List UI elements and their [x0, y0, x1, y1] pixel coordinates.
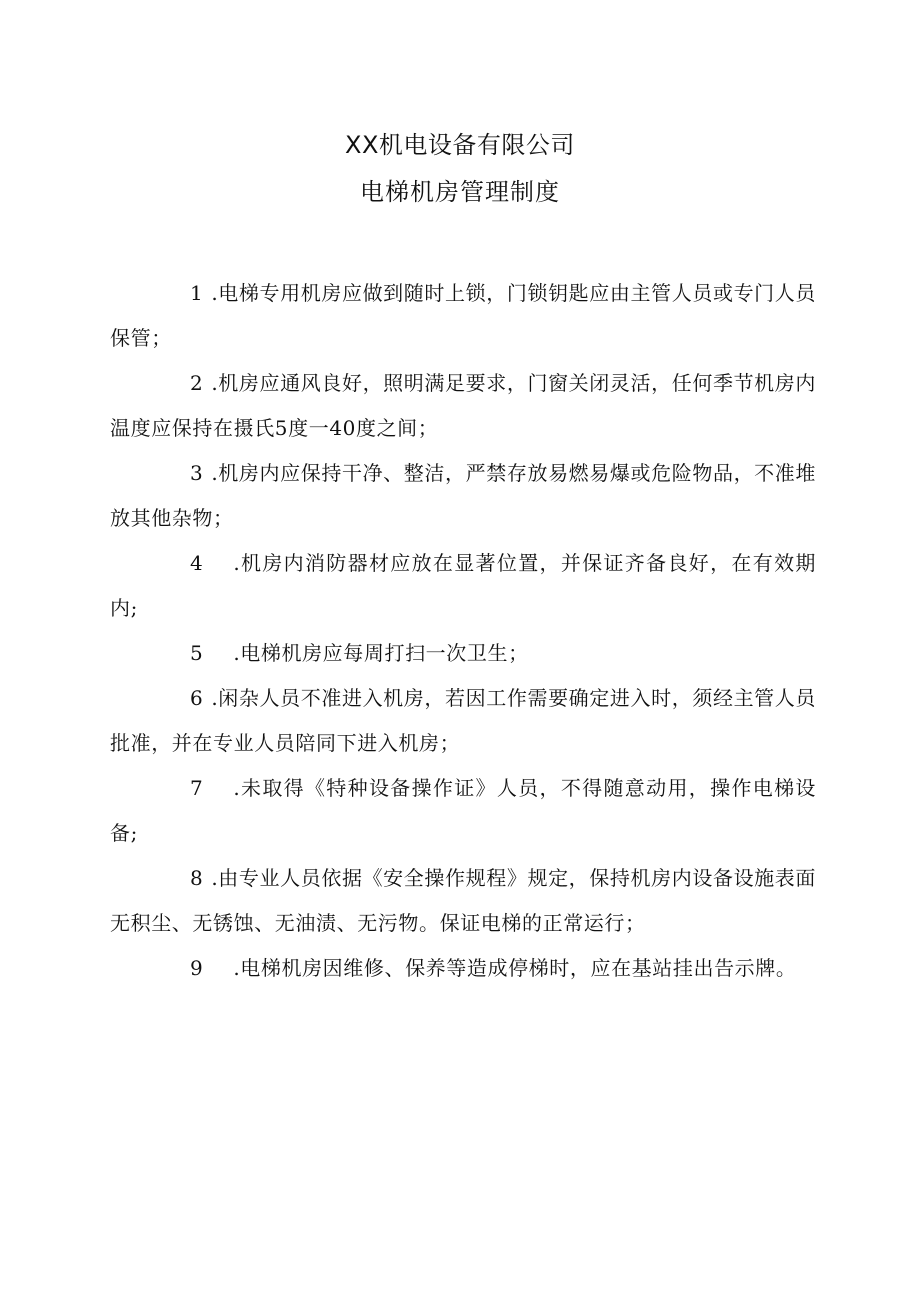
rule-item	[110, 541, 816, 631]
rule-text: .电梯专用机房应做到随时上锁，门锁钥匙应由主管人员或专门人员保管；	[110, 281, 816, 350]
rule-text: .电梯机房因维修、保养等造成停梯时，应在基站挂出告示牌。	[233, 956, 797, 980]
rule-text: .机房应通风良好，照明满足要求，门窗关闭灵活，任何季节机房内温度应保持在摄氏5度一40度之间；	[110, 371, 816, 440]
rule-number: 9	[190, 956, 204, 980]
rule-text: .闲杂人员不准进入机房，若因工作需要确定进入时，须经主管人员批准，并在专业人员陪同下进入机房；	[110, 686, 816, 755]
rule-number: 8	[190, 866, 204, 890]
rule-number: 5	[190, 641, 204, 665]
company-name: XX机电设备有限公司	[345, 131, 575, 159]
rule-text: .电梯机房应每周打扫一次卫生；	[233, 641, 529, 665]
rule-item	[110, 856, 816, 946]
rule-item	[110, 631, 816, 676]
rule-number: 7	[190, 776, 204, 800]
rules-list	[110, 271, 816, 991]
rule-number: 4	[190, 551, 204, 575]
rule-item	[110, 451, 816, 541]
rule-text: .由专业人员依据《安全操作规程》规定，保持机房内设备设施表面无积尘、无锈蚀、无油渍、无污物。保证电梯的正常运行；	[110, 866, 816, 935]
rule-number: 2	[190, 371, 204, 395]
page-title: 电梯机房管理制度	[360, 178, 560, 206]
rule-number: 3	[190, 461, 204, 485]
rule-item	[110, 946, 816, 991]
rule-item	[110, 766, 816, 856]
rule-text: .未取得《特种设备操作证》人员，不得随意动用，操作电梯设备;	[110, 776, 816, 845]
rule-item	[110, 361, 816, 451]
rule-text: .机房内消防器材应放在显著位置，并保证齐备良好，在有效期内;	[110, 551, 816, 620]
rule-item	[110, 271, 816, 361]
rule-item	[110, 676, 816, 766]
rule-number: 6	[190, 686, 204, 710]
rule-text: .机房内应保持干净、整洁，严禁存放易燃易爆或危险物品，不准堆放其他杂物；	[110, 461, 816, 530]
rule-number: 1	[190, 281, 204, 305]
